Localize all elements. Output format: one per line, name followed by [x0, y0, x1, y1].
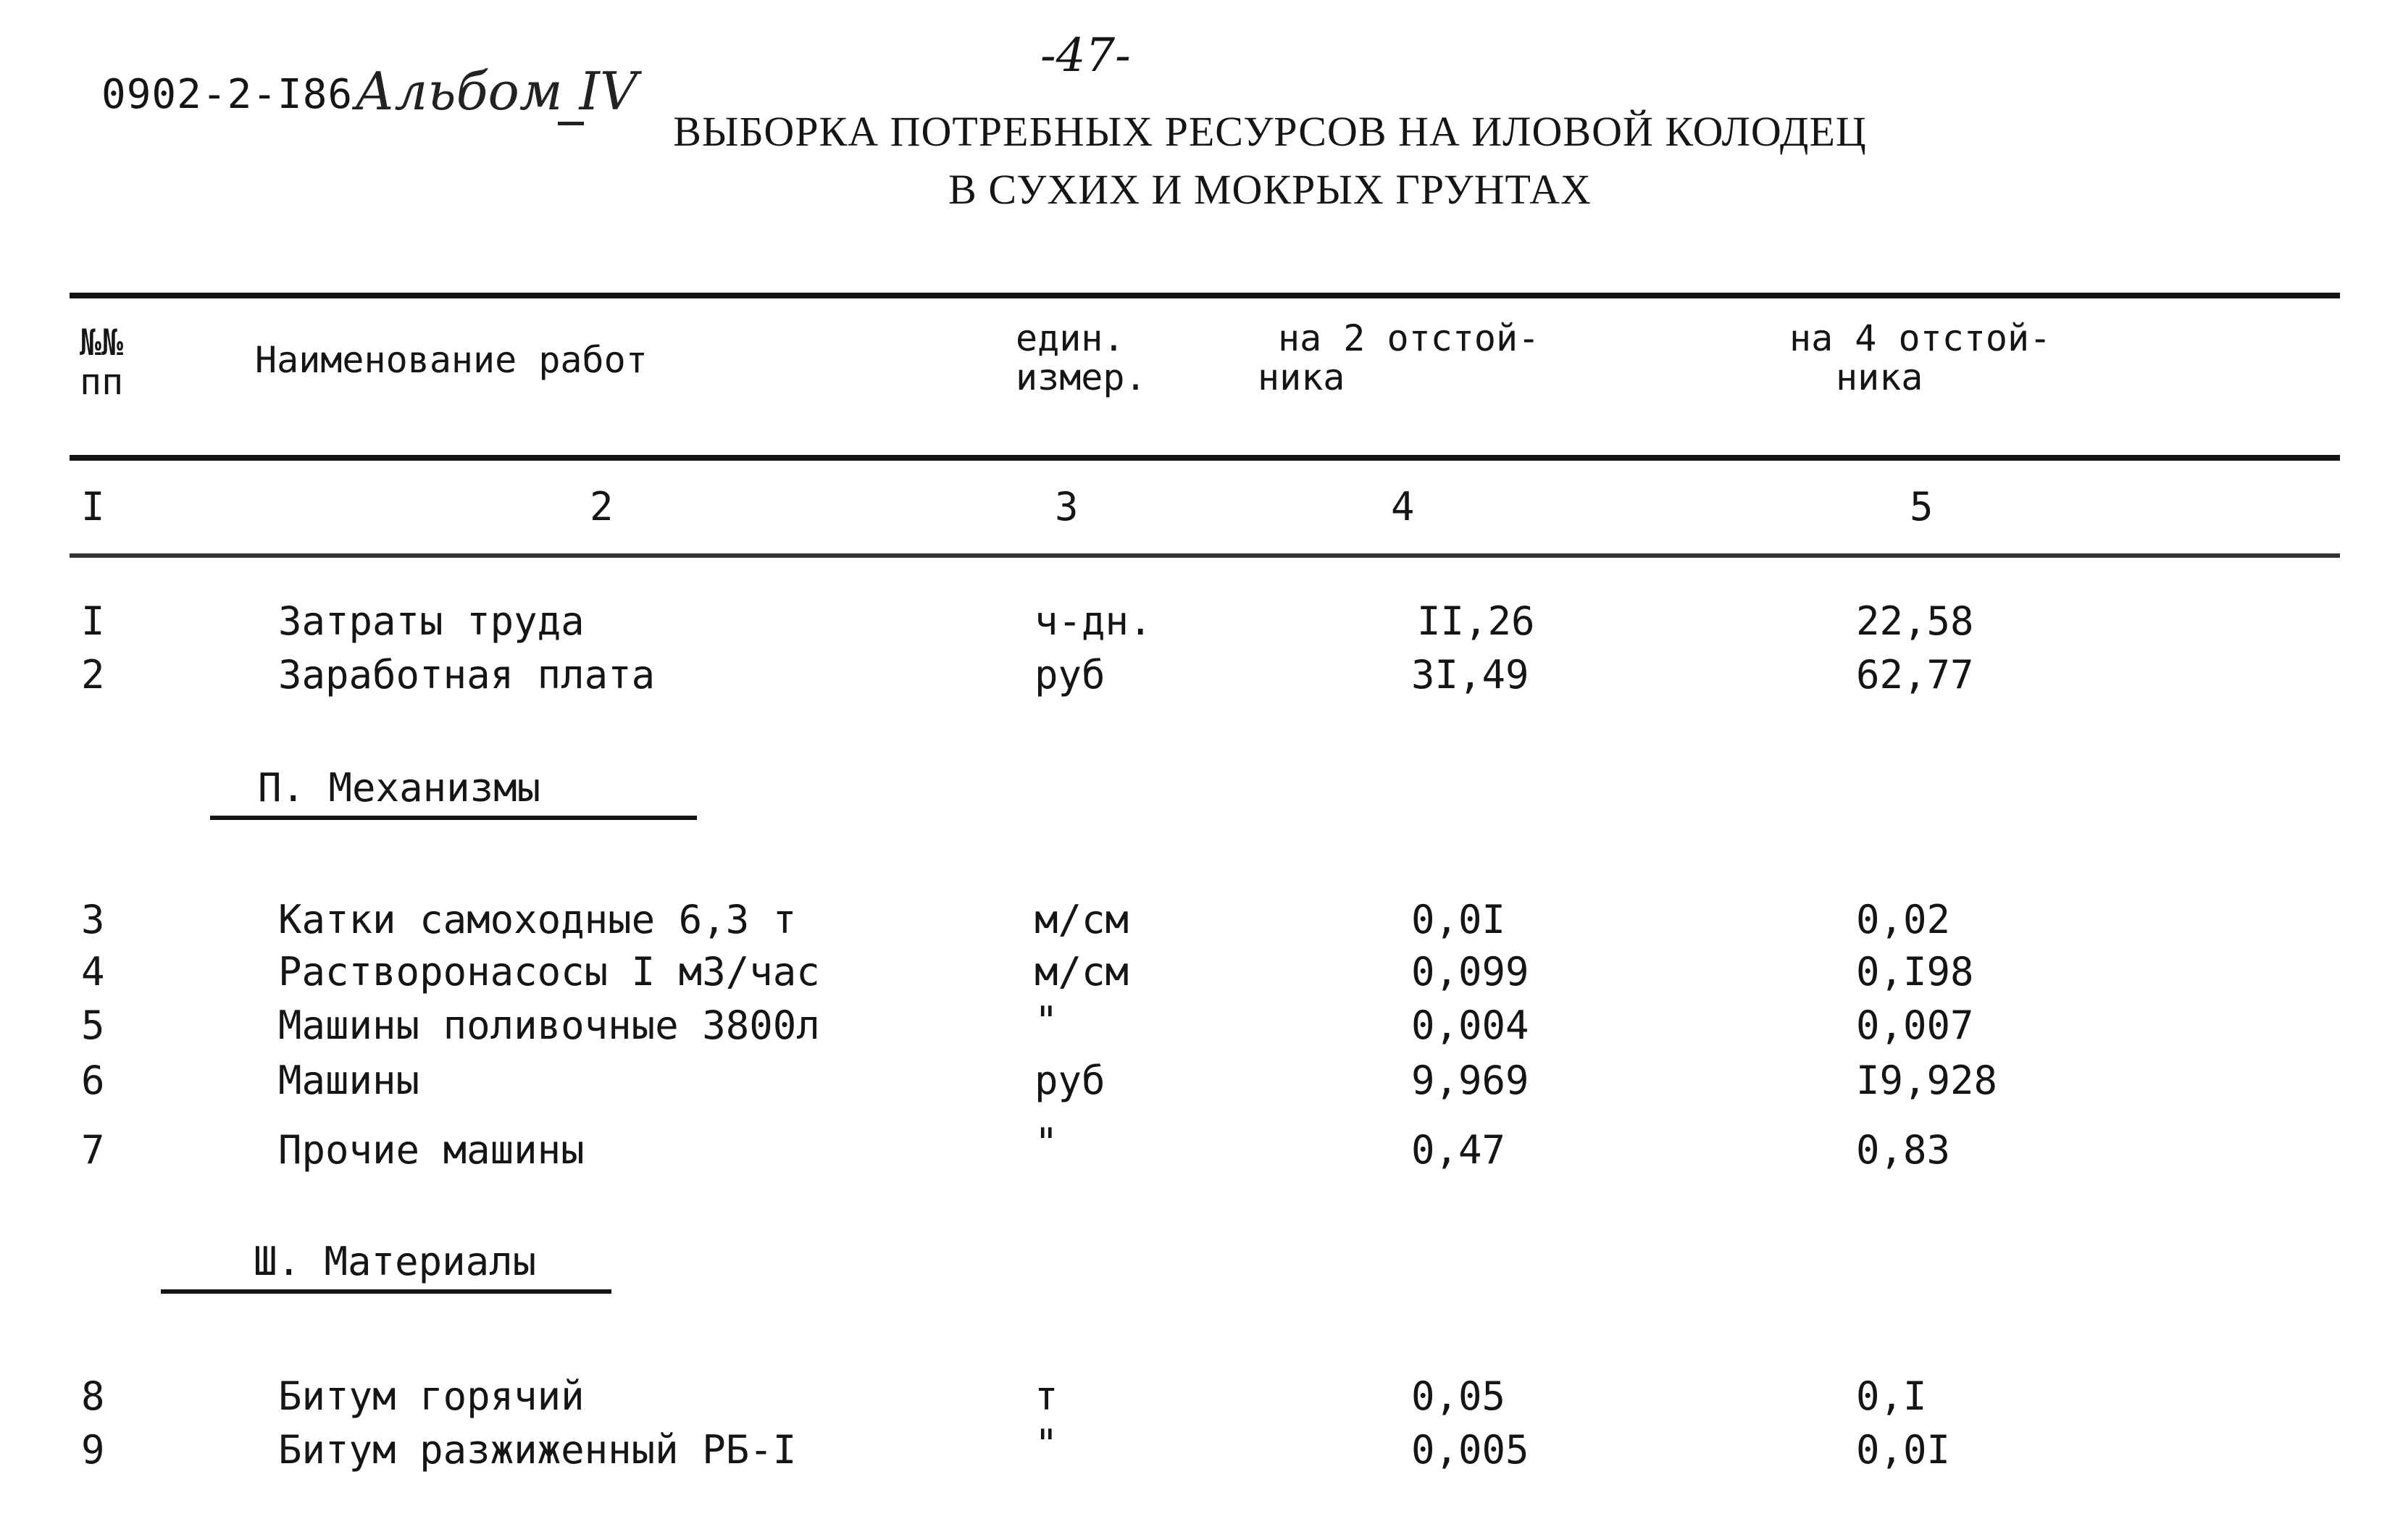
- album-label: Альбом IV: [355, 61, 638, 122]
- row-name: Затраты труда: [278, 598, 585, 644]
- row-value-2-tanks: 0,0I: [1411, 897, 1506, 942]
- title-line-1: ВЫБОРКА ПОТРЕБНЫХ РЕСУРСОВ НА ИЛОВОЙ КОЛОДЕЦ: [673, 108, 1867, 155]
- row-value-2-tanks: 0,47: [1411, 1127, 1506, 1173]
- row-unit: ": [1035, 1421, 1058, 1467]
- row-number: I: [81, 598, 105, 644]
- row-name: Растворонасосы I м3/час: [278, 949, 820, 995]
- column-number: I: [81, 484, 105, 530]
- row-unit: руб: [1035, 652, 1105, 698]
- section-mechanisms-title: П. Механизмы: [258, 765, 541, 811]
- row-number: 5: [81, 1003, 105, 1048]
- column-number: 4: [1391, 484, 1415, 530]
- column-numbers-rule: [70, 553, 2340, 558]
- row-name: Катки самоходные 6,3 т: [278, 897, 797, 942]
- row-value-4-tanks: 22,58: [1856, 598, 1974, 644]
- row-name: Прочие машины: [278, 1127, 585, 1173]
- row-value-2-tanks: 0,005: [1411, 1427, 1529, 1473]
- row-number: 4: [81, 949, 105, 995]
- row-name: Заработная плата: [278, 652, 656, 698]
- row-value-2-tanks: II,26: [1417, 598, 1535, 644]
- row-value-4-tanks: 0,I98: [1856, 949, 1974, 995]
- row-unit: м/см: [1035, 949, 1129, 995]
- row-number: 6: [81, 1058, 105, 1103]
- column-header-number: №№ пп: [80, 322, 124, 403]
- page-number: -47-: [1040, 29, 1131, 83]
- row-value-2-tanks: 9,969: [1411, 1058, 1529, 1103]
- row-unit: м/см: [1035, 897, 1129, 942]
- row-number: 8: [81, 1373, 105, 1419]
- row-value-4-tanks: 0,83: [1856, 1127, 1951, 1173]
- row-number: 9: [81, 1427, 105, 1473]
- row-value-4-tanks: 0,I: [1856, 1373, 1927, 1419]
- column-header-4-tanks: на 4 отстой- ника: [1789, 317, 2052, 398]
- row-name: Машины: [278, 1058, 420, 1103]
- row-value-4-tanks: 0,0I: [1856, 1427, 1951, 1473]
- row-unit: ": [1035, 1120, 1058, 1166]
- row-value-4-tanks: 62,77: [1856, 652, 1974, 698]
- row-unit: ч-дн.: [1035, 598, 1153, 644]
- document-code: 0902-2-I86: [101, 71, 354, 118]
- column-header-2-tanks: на 2 отстой- ника: [1258, 317, 1540, 398]
- title-line-2: В СУХИХ И МОКРЫХ ГРУНТАХ: [948, 166, 1592, 213]
- row-unit: т: [1035, 1373, 1058, 1419]
- row-value-2-tanks: 3I,49: [1411, 652, 1529, 698]
- column-header-unit: един. измер.: [1016, 317, 1147, 398]
- row-number: 2: [81, 652, 105, 698]
- row-value-4-tanks: I9,928: [1856, 1058, 1998, 1103]
- row-value-4-tanks: 0,007: [1856, 1003, 1974, 1048]
- row-number: 7: [81, 1127, 105, 1173]
- row-number: 3: [81, 897, 105, 942]
- row-value-2-tanks: 0,004: [1411, 1003, 1529, 1048]
- header-bottom-rule: [70, 455, 2340, 461]
- column-number: 3: [1055, 484, 1079, 530]
- column-number: 2: [590, 484, 614, 530]
- column-header-name: Наименование работ: [255, 339, 648, 381]
- row-name: Машины поливочные 3800л: [278, 1003, 820, 1048]
- table-top-rule: [70, 293, 2340, 298]
- row-name: Битум разжиженный РБ-I: [278, 1427, 797, 1473]
- row-value-4-tanks: 0,02: [1856, 897, 1951, 942]
- row-value-2-tanks: 0,05: [1411, 1373, 1506, 1419]
- section-mechanisms-underline: [210, 816, 697, 820]
- row-value-2-tanks: 0,099: [1411, 949, 1529, 995]
- section-materials-title: Ш. Материалы: [254, 1239, 537, 1284]
- section-materials-underline: [161, 1289, 611, 1294]
- row-unit: руб: [1035, 1058, 1105, 1103]
- column-number: 5: [1910, 484, 1934, 530]
- row-unit: ": [1035, 998, 1058, 1044]
- row-name: Битум горячий: [278, 1373, 585, 1419]
